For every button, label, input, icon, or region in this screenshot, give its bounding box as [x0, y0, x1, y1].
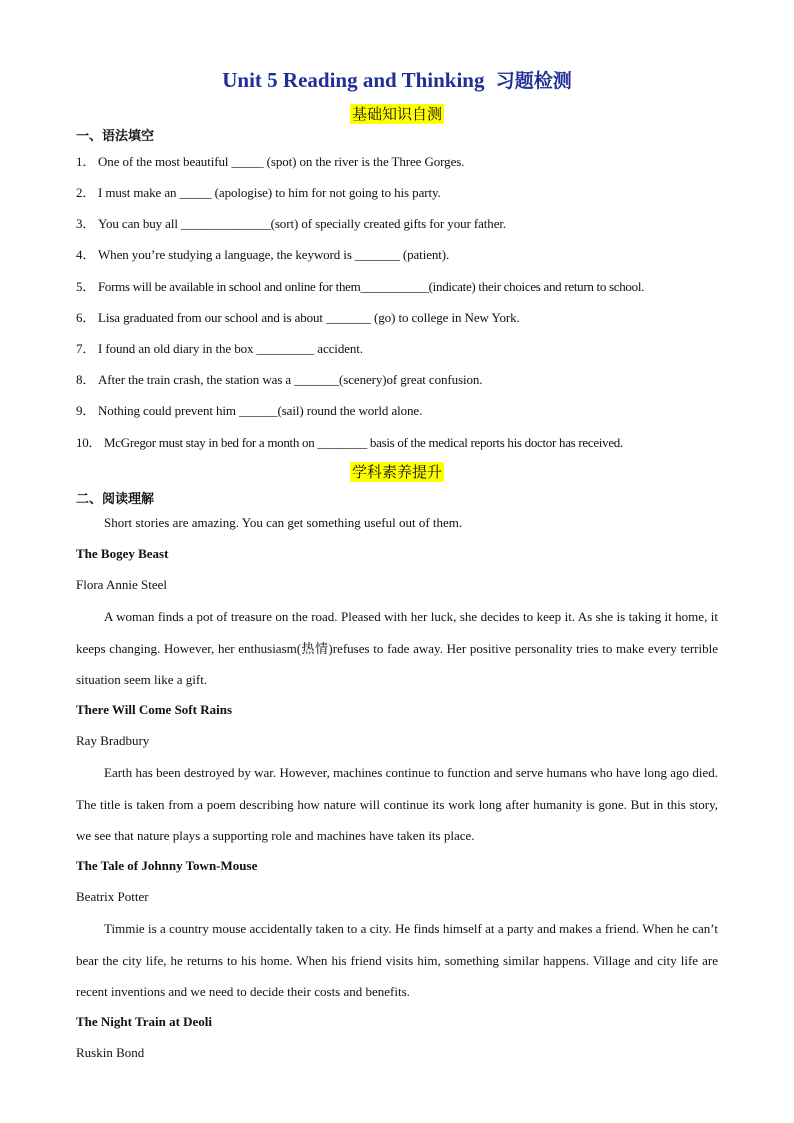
question-number: 6．: [76, 310, 96, 325]
story-title: The Night Train at Deoli: [76, 1014, 213, 1029]
banner-label: 学科素养提升: [351, 463, 442, 481]
section-heading-grammar: 一、语法填空: [76, 129, 155, 144]
question-number: 1．: [76, 154, 96, 169]
question-item: [76, 432, 726, 451]
question-number: 3．: [76, 216, 96, 231]
question-text: When you’re studying a language, the keyword is _______ (patient).: [98, 247, 450, 262]
story-author: Ray Bradbury: [76, 733, 150, 748]
question-number: 7．: [76, 341, 96, 356]
question-text: After the train crash, the station was a _______(scenery)of great confusion.: [98, 372, 483, 387]
section-heading-reading: 二、阅读理解: [76, 492, 155, 507]
question-item: [76, 307, 726, 326]
question-text: Forms will be available in school and online for them___________(indicate) their choices and return to school.: [98, 279, 645, 294]
question-number: 10．: [76, 435, 102, 450]
question-text: Lisa graduated from our school and is about _______ (go) to college in New York.: [98, 310, 520, 325]
question-item: [76, 400, 726, 419]
question-text: McGregor must stay in bed for a month on ________ basis of the medical reports his doctor has received.: [104, 435, 623, 450]
question-item: [76, 338, 726, 357]
question-number: 4．: [76, 247, 96, 262]
reading-intro: Short stories are amazing. You can get something useful out of them.: [104, 515, 463, 530]
story-body: Timmie is a country mouse accidentally taken to a city. He finds himself at a party and makes a friend. When he can’t bear the city life, he returns to his home. When his friend visits him, something similar happens. Village and city life are recent inventions and we need to decide their costs and benefits.: [76, 921, 718, 999]
subject-literacy-banner: [0, 461, 794, 482]
question-text: I must make an _____ (apologise) to him for not going to his party.: [98, 185, 441, 200]
question-item: [76, 213, 726, 232]
story-title: The Bogey Beast: [76, 546, 169, 561]
question-item: [76, 182, 726, 201]
question-number: 9．: [76, 403, 96, 418]
question-number: 8．: [76, 372, 96, 387]
story-body: Earth has been destroyed by war. However, machines continue to function and serve humans who have long ago died. The title is taken from a poem describing how nature will continue its work long after humanity is gone. But in this story, we see that nature plays a supporting role and machines have taken its place.: [76, 765, 718, 843]
question-text: You can buy all ______________(sort) of specially created gifts for your father.: [98, 216, 507, 231]
story-title: There Will Come Soft Rains: [76, 702, 233, 717]
question-item: [76, 151, 726, 170]
story-body: A woman finds a pot of treasure on the road. Pleased with her luck, she decides to keep it. As she is taking it home, it keeps changing. However, her enthusiasm(热情)refuses to fade away. Her positive personality tries to make every terrible situation seem like a gift.: [76, 609, 718, 687]
question-item: [76, 276, 726, 295]
page-title: [0, 66, 794, 93]
story-author: Flora Annie Steel: [76, 577, 167, 592]
basic-knowledge-banner: [0, 103, 794, 124]
banner-label: 基础知识自测: [351, 105, 442, 123]
question-number: 5．: [76, 279, 95, 294]
question-text: One of the most beautiful _____ (spot) on the river is the Three Gorges.: [98, 154, 465, 169]
story-author: Ruskin Bond: [76, 1045, 145, 1060]
question-item: [76, 369, 726, 388]
title-chinese: 习题检测: [495, 70, 572, 92]
story-author: Beatrix Potter: [76, 889, 149, 904]
title-english: Unit 5 Reading and Thinking: [222, 68, 485, 92]
story-title: The Tale of Johnny Town-Mouse: [76, 858, 258, 873]
question-number: 2．: [76, 185, 96, 200]
question-text: Nothing could prevent him ______(sail) round the world alone.: [98, 403, 423, 418]
question-text: I found an old diary in the box _________ accident.: [98, 341, 363, 356]
question-item: [76, 244, 726, 263]
